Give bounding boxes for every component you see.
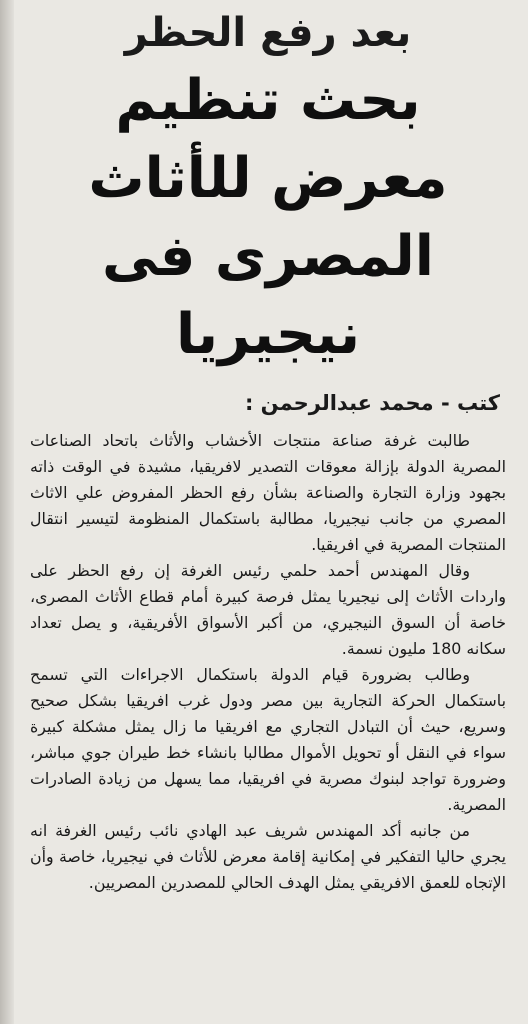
- article-kicker: بعد رفع الحظر: [124, 10, 412, 56]
- article-paragraph-2: وقال المهندس أحمد حلمي رئيس الغرفة إن رفع الحظر على واردات الأثاث إلى نيجيريا يمثل فرصة كبيرة أمام قطاع الأثاث المصرى، خاصة أن السوق النيجيري، من أكبر الأسواق الأفريقية، و يصل تعداد سكانه 180 مليون نسمة.: [30, 561, 506, 658]
- article-paragraph-3: وطالب بضرورة قيام الدولة باستكمال الاجراءات التي تسمح باستكمال الحركة التجارية بين مصر ودول غرب افريقيا بشكل صحيح وسريع، حيث أن التبادل التجاري مع افريقيا ما زال يمثل مشكلة كبيرة سواء في النقل أو تحويل الأموال مطالبا بانشاء خط طيران جوي مباشر، وضرورة تواجد لبنوك مصرية في افريقيا، مما يسهل من زيادة الصادرات المصرية.: [30, 665, 506, 814]
- article-paragraph-4: من جانبه أكد المهندس شريف عبد الهادي نائب رئيس الغرفة انه يجري حاليا التفكير في إمكانية إقامة معرض للأثاث في نيجيريا، خاصة وأن الإتجاه للعمق الافريقي يمثل الهدف الحالي للمصدرين المصريين.: [30, 821, 506, 892]
- article-byline: كتب - محمد عبدالرحمن :: [244, 391, 500, 415]
- article-body: [30, 428, 506, 896]
- article-headline: بحث تنظيم معرض للأثاث المصرى فى نيجيريا: [88, 68, 448, 367]
- scan-edge-shadow: [0, 0, 14, 1024]
- article-paragraph-1: طالبت غرفة صناعة منتجات الأخشاب والأثاث باتحاد الصناعات المصرية الدولة بإزالة معوقات التصدير لافريقيا، مشيدة في الوقت ذاته بجهود وزارة التجارة والصناعة بشأن رفع الحظر المفروض علي الاثاث المصري من جانب نيجيريا، مطالبة باستكمال المنظومة لتيسير انتقال المنتجات المصرية في افريقيا.: [30, 431, 506, 554]
